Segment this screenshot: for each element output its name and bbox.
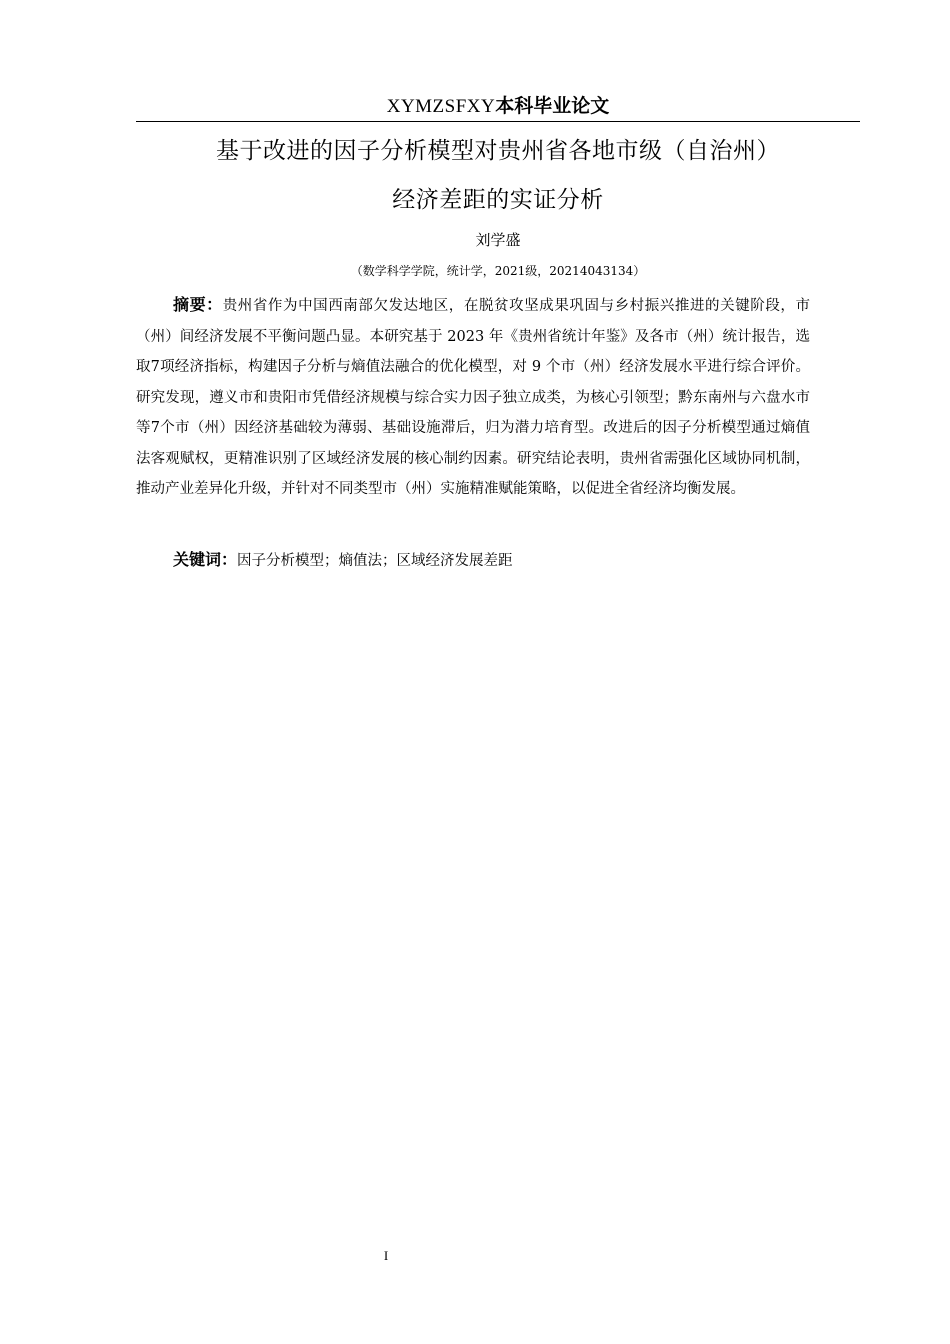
author-affiliation: （数学科学学院，统计学，2021级，20214043134） xyxy=(350,264,646,278)
keywords xyxy=(136,545,810,576)
keywords-label: 关键词： xyxy=(173,550,238,569)
page-number: I xyxy=(383,1248,389,1263)
abstract-label: 摘要： xyxy=(173,295,223,314)
header-code: XYMZSFXY xyxy=(386,96,496,117)
abstract xyxy=(136,290,810,505)
abstract-text: 贵州省作为中国西南部欠发达地区，在脱贫攻坚成果巩固与乡村振兴推进的关键阶段，市（州）间经济发展不平衡问题凸显。本研究基于 2023 年《贵州省统计年鉴》及各市（州）统计报告，选取7项经济指标，构建因子分析与熵值法融合的优化模型，对 9 个市（州）经济发展水平进行综合评价。研究发现，遵义市和贵阳市凭借经济规模与综合实力因子独立成类，为核心引领型；黔东南州与六盘水市等7个市（州）因经济基础较为薄弱、基础设施滞后，归为潜力培育型。改进后的因子分析模型通过熵值法客观赋权，更精准识别了区域经济发展的核心制约因素。研究结论表明，贵州省需强化区域协同机制，推动产业差异化升级，并针对不同类型市（州）实施精准赋能策略，以促进全省经济均衡发展。 xyxy=(136,298,810,497)
paper-title-line-2: 经济差距的实证分析 xyxy=(392,187,604,213)
header-divider xyxy=(136,121,860,122)
author-name: 刘学盛 xyxy=(475,231,521,249)
page-header xyxy=(136,92,860,121)
keywords-text: 因子分析模型；熵值法；区域经济发展差距 xyxy=(237,553,513,569)
paper-title-line-1: 基于改进的因子分析模型对贵州省各地市级（自治州） xyxy=(216,138,780,164)
header-label: 本科毕业论文 xyxy=(495,95,610,117)
